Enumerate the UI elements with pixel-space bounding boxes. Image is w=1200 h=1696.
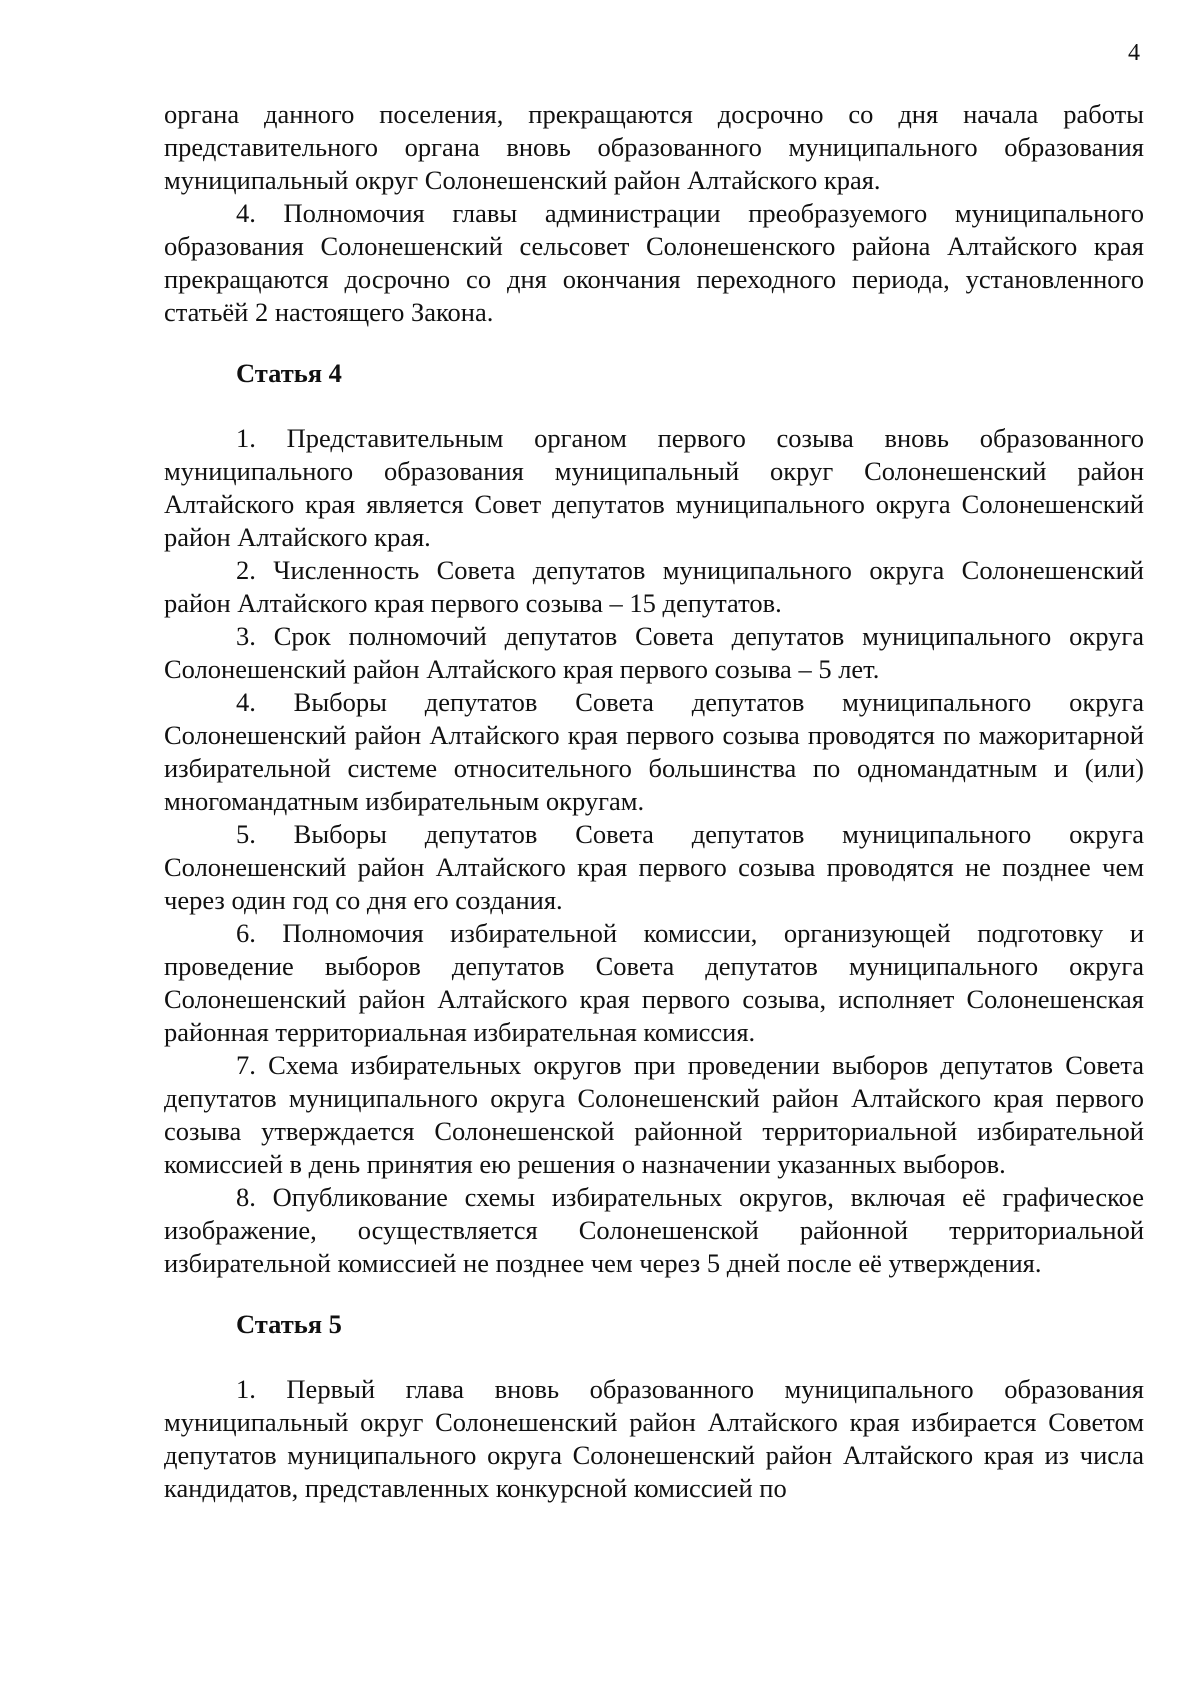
paragraph-article4-item8: 8. Опубликование схемы избирательных округов, включая её графическое изображение, осуществляется Солонешенской районной территориальной избирательной комиссией не позднее чем через 5 дней после её утверждения. <box>164 1182 1144 1278</box>
page-number: 4 <box>1128 40 1140 66</box>
paragraph-article4-item5: 5. Выборы депутатов Совета депутатов муниципального округа Солонешенский район Алтайского края первого созыва проводятся не позднее чем через один год со дня его создания. <box>164 819 1144 915</box>
paragraph-article4-item1: 1. Представительным органом первого созыва вновь образованного муниципального образования муниципальный округ Солонешенский район Алтайского края является Совет депутатов муниципального округа Солонешенский район Алтайского края. <box>164 423 1144 552</box>
paragraph-article4-item2: 2. Численность Совета депутатов муниципального округа Солонешенский район Алтайского края первого созыва – 15 депутатов. <box>164 555 1144 618</box>
paragraph-article5-item1: 1. Первый глава вновь образованного муниципального образования муниципальный округ Солонешенский район Алтайского края избирается Советом депутатов муниципального округа Солонешенский район Алтайского края из числа кандидатов, представленных конкурсной комиссией по <box>164 1374 1144 1503</box>
paragraph-article4-item4: 4. Выборы депутатов Совета депутатов муниципального округа Солонешенский район Алтайского края первого созыва проводятся по мажоритарной избирательной системе относительного большинства по одномандатным и (или) многомандатным избирательным округам. <box>164 687 1144 816</box>
paragraph-continuation: органа данного поселения, прекращаются досрочно со дня начала работы представительного органа вновь образованного муниципального образования муниципальный округ Солонешенский район Алтайского края. <box>164 99 1144 195</box>
paragraph-article4-item3: 3. Срок полномочий депутатов Совета депутатов муниципального округа Солонешенский район Алтайского края первого созыва – 5 лет. <box>164 621 1144 684</box>
paragraph-article4-item7: 7. Схема избирательных округов при проведении выборов депутатов Совета депутатов муниципального округа Солонешенский район Алтайского края первого созыва утверждается Солонешенской районной территориальной избирательной комиссией в день принятия ею решения о назначении указанных выборов. <box>164 1050 1144 1179</box>
paragraph-article4-item6: 6. Полномочия избирательной комиссии, организующей подготовку и проведение выборов депутатов Совета депутатов муниципального округа Солонешенский район Алтайского края первого созыва, исполняет Солонешенская районная территориальная избирательная комиссия. <box>164 918 1144 1047</box>
article-5-heading: Статья 5 <box>236 1309 342 1339</box>
document-body <box>164 98 1144 1505</box>
article-4-heading: Статья 4 <box>236 358 342 388</box>
paragraph-article3-item4: 4. Полномочия главы администрации преобразуемого муниципального образования Солонешенский сельсовет Солонешенского района Алтайского края прекращаются досрочно со дня окончания переходного периода, установленного статьёй 2 настоящего Закона. <box>164 198 1144 327</box>
